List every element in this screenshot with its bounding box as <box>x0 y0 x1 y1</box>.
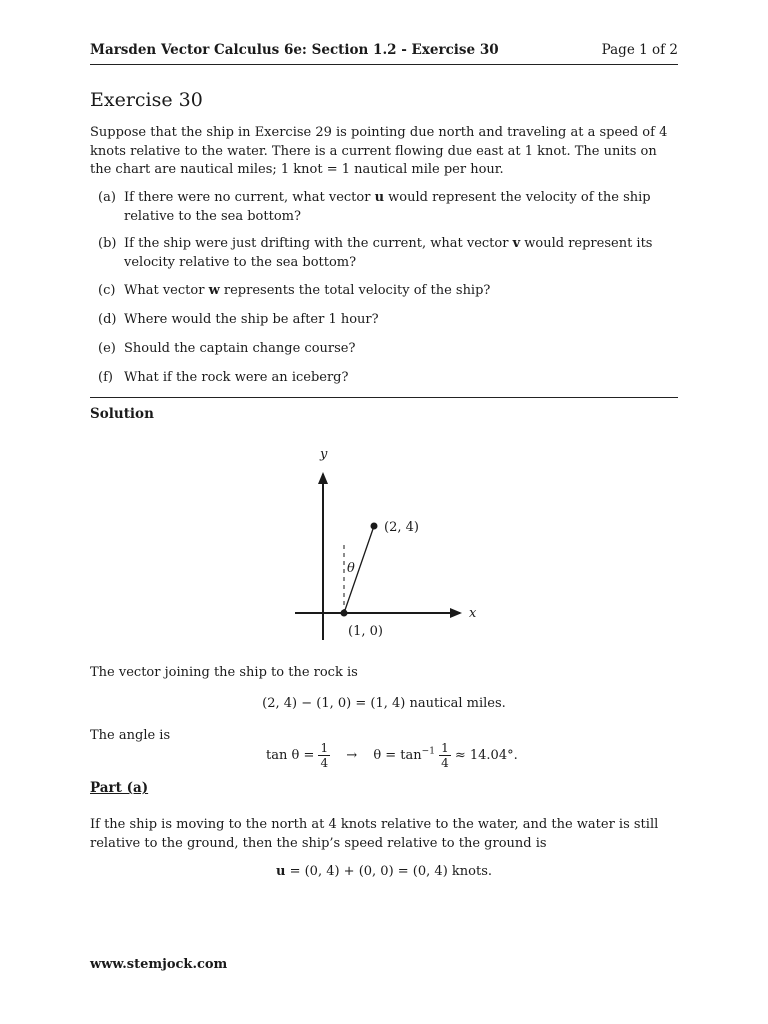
x-axis-label: x <box>469 606 477 621</box>
u-equation: u = (0, 4) + (0, 0) = (0, 4) knots. <box>275 864 492 879</box>
solution-heading: Solution <box>90 406 154 422</box>
item-label: (d) <box>98 312 117 327</box>
item-text: What if the rock were an iceberg? <box>124 370 349 385</box>
ship-point <box>341 610 348 617</box>
exercise-intro: Suppose that the ship in Exercise 29 is pointing due north and traveling at a speed of 4 knots relative to the water. There is a current flowing due east at 1 knot. The units on the chart are nautical miles; 1 knot = 1 nautical mile per hour. <box>90 125 668 177</box>
part-a-heading: Part (a) <box>90 780 149 796</box>
y-axis-label: y <box>320 447 328 462</box>
vector-diagram <box>280 440 480 650</box>
angle-equation: tan θ = $\frac{1}{4}$ → $\theta = \tan^{-1}$ $\frac{1}{4}$ ≈ 14.04°. <box>266 741 518 770</box>
item-label: (f) <box>98 370 113 385</box>
angle-label: θ <box>347 561 355 576</box>
footer-link[interactable]: www.stemjock.com <box>90 957 228 972</box>
item-text: What vector w represents the total velocity of the ship? <box>124 283 491 298</box>
item-label: (a) <box>98 190 116 205</box>
part-a-text: If the ship is moving to the north at 4 knots relative to the water, and the water is still relative to the ground, then the ship’s speed relative to the ground is <box>90 817 659 851</box>
vector-equation: (2, 4) − (1, 0) = (1, 4) nautical miles. <box>262 696 506 711</box>
ship-point-label: (1, 0) <box>348 624 383 639</box>
item-text: If the ship were just drifting with the current, what vector v would represent its velocity relative to the sea bottom? <box>124 236 653 270</box>
rock-point-label: (2, 4) <box>384 520 419 535</box>
item-label: (b) <box>98 236 117 251</box>
section-rule <box>90 397 678 398</box>
item-text: Should the captain change course? <box>124 341 356 356</box>
exercise-title: Exercise 30 <box>90 89 203 111</box>
page-number: Page 1 of 2 <box>601 42 678 58</box>
page-header <box>90 42 678 62</box>
item-label: (e) <box>98 341 116 356</box>
item-text: Where would the ship be after 1 hour? <box>124 312 379 327</box>
item-text: If there were no current, what vector u would represent the velocity of the ship relative to the sea bottom? <box>124 190 651 224</box>
vector-text: The vector joining the ship to the rock is <box>90 665 358 680</box>
item-label: (c) <box>98 283 116 298</box>
angle-text: The angle is <box>90 728 171 743</box>
header-rule <box>90 64 678 65</box>
header-title: Marsden Vector Calculus 6e: Section 1.2 - Exercise 30 <box>90 42 499 58</box>
rock-point <box>371 523 378 530</box>
